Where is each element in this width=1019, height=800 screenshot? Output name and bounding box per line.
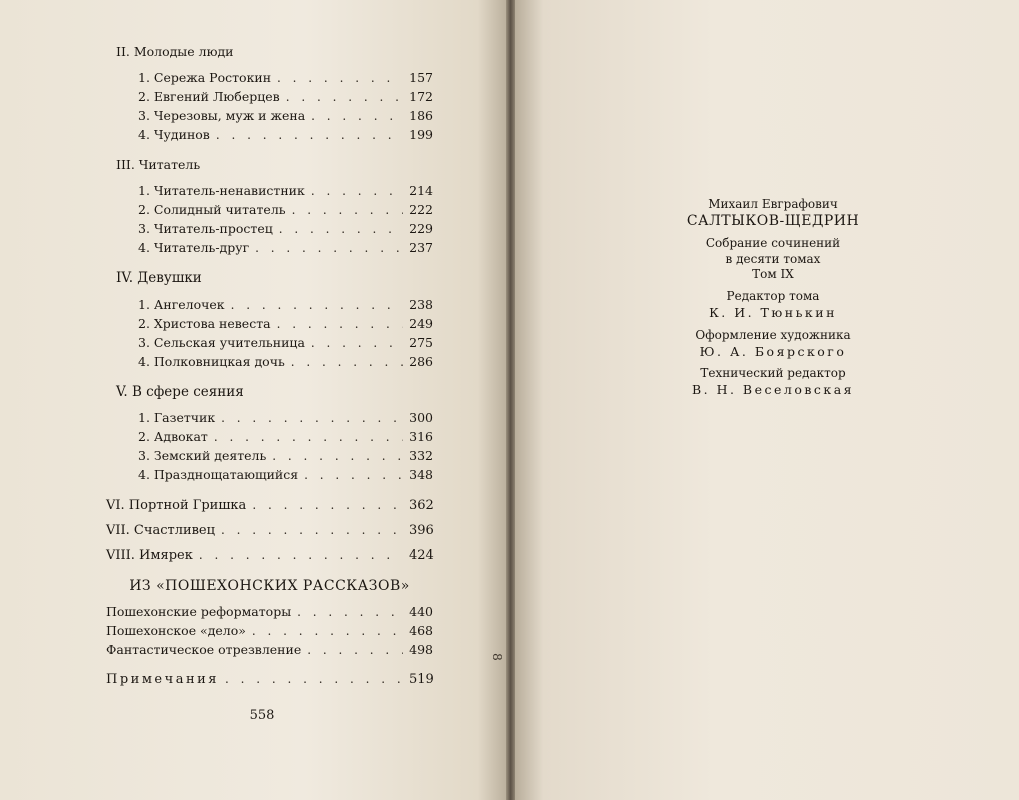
toc-entry-page: 186 <box>409 108 433 123</box>
toc-entry-title: VI. Портной Гришка <box>106 498 247 513</box>
toc-entry-page: 440 <box>409 604 433 619</box>
collection-title: Собрание сочинений <box>705 236 841 250</box>
toc-entry <box>138 448 433 466</box>
toc-entry-title: 1. Сережа Ростокин <box>138 70 272 85</box>
toc-entry-title: Фантастическое отрезвление <box>106 642 302 657</box>
toc-notes-entry <box>106 672 433 690</box>
toc-entry <box>106 604 433 622</box>
toc-entry-title: 3. Черезовы, муж и жена <box>138 108 306 123</box>
toc-entry-page: 362 <box>409 498 434 513</box>
toc-entry-title: 1. Читатель-ненавистник <box>138 183 305 198</box>
collection-subtitle: в десяти томах <box>725 252 821 266</box>
toc-entry <box>106 642 433 660</box>
toc-entry-title: 4. Читатель-друг <box>138 240 250 255</box>
toc-entry <box>138 183 433 201</box>
toc-entry <box>138 108 433 126</box>
toc-entry <box>138 127 433 145</box>
editor-name: К. И. Тюнькин <box>709 305 837 320</box>
toc-entry-title: 4. Чудинов <box>138 127 210 142</box>
toc-entry-title: VIII. Имярек <box>106 548 193 563</box>
toc-entry-title: VII. Счастливец <box>106 523 215 538</box>
toc-chapter-entry <box>106 498 433 516</box>
designer-name: Ю. А. Боярского <box>699 344 847 359</box>
toc-chapter-entry <box>106 548 433 566</box>
imprint-block <box>513 0 1019 800</box>
toc-entry-page: 172 <box>409 89 433 104</box>
toc-entry-page: 468 <box>409 623 433 638</box>
toc-entry <box>138 240 433 258</box>
gutter-mark: 8 <box>489 653 504 661</box>
toc-entry-page: 157 <box>409 70 433 85</box>
toc-entry-title: 3. Читатель-простец <box>138 221 273 236</box>
toc-entry <box>138 354 433 372</box>
section-heading: V. В сфере сеяния <box>116 384 244 400</box>
section-heading: III. Читатель <box>116 157 201 172</box>
group-title: ИЗ «ПОШЕХОНСКИХ РАССКАЗОВ» <box>129 578 410 594</box>
toc-chapter-entry <box>106 523 433 541</box>
toc-entry-title: 3. Земский деятель <box>138 448 267 463</box>
section-heading: IV. Девушки <box>116 270 202 286</box>
toc-entry <box>138 221 433 239</box>
toc-entry-page: 214 <box>409 183 433 198</box>
toc-entry-page: 348 <box>409 467 433 482</box>
toc-entry-page: 249 <box>409 316 433 331</box>
toc-entry-title: 2. Христова невеста <box>138 316 271 331</box>
toc-entry-title: 3. Сельская учительница <box>138 335 305 350</box>
toc-entry-page: 286 <box>409 354 433 369</box>
toc-entry-page: 199 <box>409 127 433 142</box>
toc-entry-page: 222 <box>409 202 433 217</box>
author-surname: САЛТЫКОВ-ЩЕДРИН <box>686 213 860 229</box>
tech-editor-role: Технический редактор <box>700 366 846 380</box>
toc-entry-title: Пошехонское «дело» <box>106 623 246 638</box>
tech-editor-name: В. Н. Веселовская <box>691 382 855 397</box>
toc-entry-page: 316 <box>409 429 433 444</box>
page-number: 558 <box>249 708 275 723</box>
toc-entry <box>106 623 433 641</box>
toc-entry-title: 1. Газетчик <box>138 410 216 425</box>
toc-entry-page: 300 <box>409 410 433 425</box>
toc-entry-page: 238 <box>409 297 433 312</box>
designer-role: Оформление художника <box>695 328 851 342</box>
toc-entry-page: 519 <box>409 672 434 687</box>
toc-entry <box>138 70 433 88</box>
author-first-name: Михаил Евграфович <box>708 197 838 211</box>
toc-entry <box>138 429 433 447</box>
toc-entry-title: 4. Полковницкая дочь <box>138 354 285 369</box>
toc-entry-page: 424 <box>409 548 434 563</box>
toc-entry-title: 2. Адвокат <box>138 429 208 444</box>
table-of-contents <box>0 0 508 800</box>
toc-entry <box>138 202 433 220</box>
toc-entry <box>138 297 433 315</box>
toc-entry-page: 275 <box>409 335 433 350</box>
toc-entry <box>138 410 433 428</box>
toc-entry <box>138 467 433 485</box>
toc-entry <box>138 335 433 353</box>
toc-entry-page: 498 <box>409 642 433 657</box>
toc-entry-page: 396 <box>409 523 434 538</box>
toc-entry-title: 4. Празднощатающийся <box>138 467 299 482</box>
editor-role: Редактор тома <box>726 289 820 303</box>
toc-entry-title: 2. Евгений Люберцев <box>138 89 280 104</box>
toc-entry-page: 229 <box>409 221 433 236</box>
toc-entry-page: 332 <box>409 448 433 463</box>
toc-entry-page: 237 <box>409 240 433 255</box>
toc-entry <box>138 89 433 107</box>
section-heading: II. Молодые люди <box>116 44 234 59</box>
toc-entry-title: 1. Ангелочек <box>138 297 225 312</box>
toc-entry-title: Пошехонские реформаторы <box>106 604 292 619</box>
toc-entry <box>138 316 433 334</box>
toc-entry-title: 2. Солидный читатель <box>138 202 286 217</box>
toc-entry-title: Примечания <box>106 672 220 687</box>
volume-label: Том IX <box>752 267 794 281</box>
